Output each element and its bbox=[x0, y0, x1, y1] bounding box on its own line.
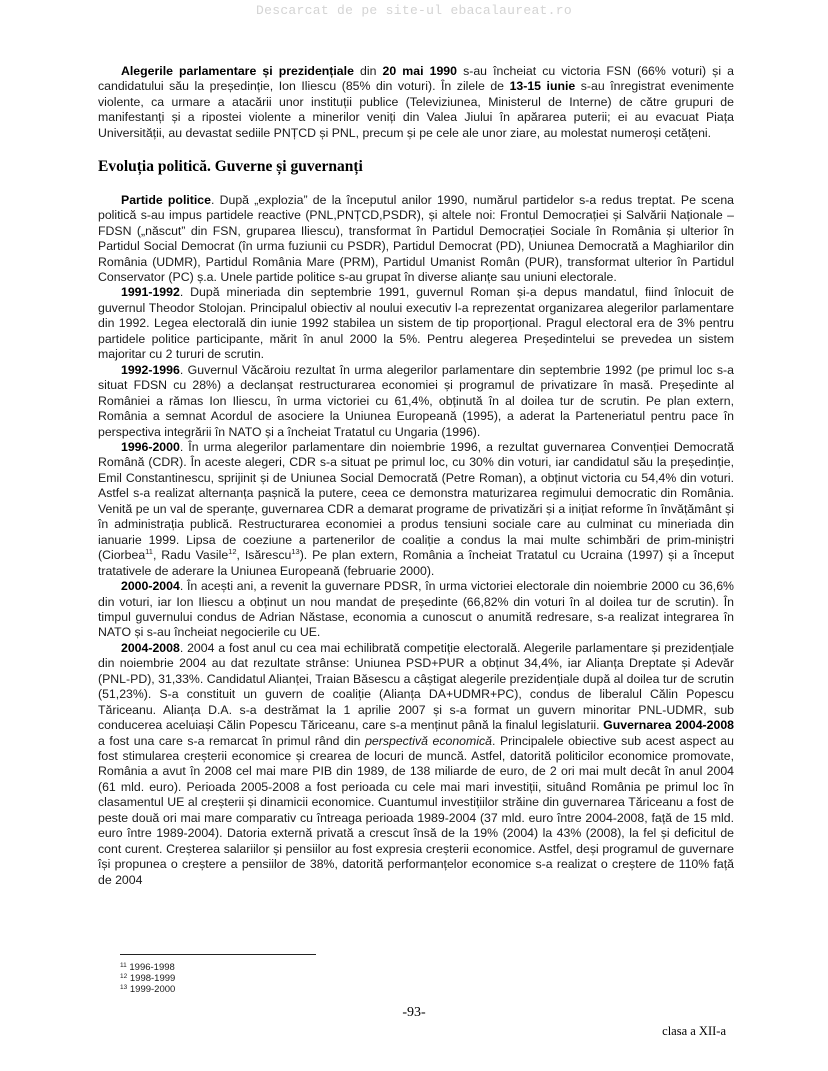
paragraph-1992-1996 bbox=[98, 363, 734, 440]
intro-date-2: 13-15 iunie bbox=[509, 79, 576, 94]
paragraph-lead: 1996-2000 bbox=[121, 439, 180, 454]
footnote-ref[interactable]: 13 bbox=[291, 547, 300, 557]
paragraph-text: . În acești ani, a revenit la guvernare PDSR, în urma victoriei electorale din noiembrie 2000 cu 36,6% din voturi, iar Ion Iliescu a obținut un nou mandat de președinte (66,82% din voturi în al doilea tur de scrutin). În timpul guvernului condus de Adrian Năstase, economia a cunoscut o anumită redresare, s-a realizat integrarea în NATO și s-au încheiat negocierile cu UE. bbox=[98, 579, 734, 640]
footnote-number: 11 bbox=[120, 962, 127, 969]
paragraph-text: . Principalele obiective sub acest aspect au fost stimularea creșterii economice și crearea de locuri de muncă. Astfel, datorită politicilor economice promovate, România a avut în 2008 cel mai mare PIB din 1989, de 138 miliarde de euro, de 2 ori mai mult decât în anul 2004 (61 mld. euro). Perioada 2005-2008 a fost perioada cu cele mai mari investiții, situând România pe primul loc în clasamentul UE al creșterii și dinamicii economice. Cuantumul investițiilor străine din guvernarea Tăriceanu a fost de peste două ori mai mare comparativ cu întreaga perioada 1989-2004 (37 mld. euro între 2004-2008, față de 15 mld. euro între 1989-2004). Datoria externă privată a crescut însă de la 19% (2004) la 43% (2008), la fel și deficitul de cont curent. Creșterea salariilor și pensiilor au fost expresia creșterii economice. Astfel, deși programul de guvernare își propunea o creștere a pensiilor de 38%, datorită performanțelor economice s-a realizat o creștere de 110% față de 2004 bbox=[98, 733, 734, 887]
paragraph-text: ). Pe plan extern, România a încheiat Tratatul cu Ucraina (1997) și a început tratativele de aderare la Uniunea Europeană (februarie 2000). bbox=[98, 548, 734, 578]
class-label: clasa a XII-a bbox=[662, 1024, 726, 1038]
footnote-item bbox=[120, 984, 175, 995]
paragraph-text: . 2004 a fost anul cu cea mai echilibrată competiție electorală. Alegerile parlamentare și prezidențiale din noiembrie 2004 au dat rezultate strânse: Uniunea PSD+PUR a obținut 34,4%, iar Alianța Dreptate și Adevăr (PNL-PD), 31,33%. Candidatul Alianței, Traian Băsescu a câștigat alegerile prezidențiale după al doilea tur de scrutin (51,23%). S-a constituit un guvern de coaliție (Alianța DA+UDMR+PC), condus de liberalul Călin Popescu Tăriceanu. Alianța D.A. s-a destrămat la 1 aprilie 2007 și s-a format un guvern minoritar PNL-UDMR, sub conducerea aceluiași Călin Popescu Tăriceanu, care s-a menținut până la finalul legislaturii. bbox=[98, 640, 734, 733]
paragraph-text: a fost una care s-a remarcat în primul rând din bbox=[98, 733, 366, 748]
intro-date: 20 mai 1990 bbox=[382, 64, 457, 78]
page-body bbox=[98, 64, 734, 888]
paragraph-text: . În urma alegerilor parlamentare din noiembrie 1996, a rezultat guvernarea Convenției Democrată Română (CDR). În aceste alegeri, CDR s-a situat pe primul loc, cu 30% din voturi, iar candidatul său la președinție, Emil Constantinescu, sprijinit și de Uniunea Social Democrată (Petre Roman), a obținut victoria cu 54,4% din voturi. Astfel s-a realizat alternanța pașnică la putere, ceea ce demonstra maturizarea regimului democratic din România. Venită pe un val de speranțe, guvernarea CDR a demarat programe de privatizări și a inițiat reforme în învățământ și în administrația publică. Restructurarea economiei a produs tensiuni sociale care au culminat cu mineriada din ianuarie 1999. Lipsa de coeziune a partenerilor de coaliție a condus la mai multe schimbări de prim-miniștri (Ciorbea bbox=[98, 439, 734, 563]
footnotes bbox=[120, 962, 175, 995]
intro-paragraph bbox=[98, 64, 734, 141]
paragraph-lead: Partide politice bbox=[121, 192, 211, 207]
page-number: -93- bbox=[402, 1005, 426, 1020]
paragraph-text: . După mineriada din septembrie 1991, guvernul Roman și-a depus mandatul, fiind înlocuit de guvernul Theodor Stolojan. Principalul obiectiv al noului executiv l-a reprezentat organizarea alegerilor parlamentare din 1992. Legea electorală din iunie 1992 stabilea un sistem de tip proporțional. Pragul electoral era de 3% pentru partidele politice participante, mărit în anul 2000 la 5%. Pentru alegerea Președintelui se prevedea un sistem majoritar cu 2 tururi de scrutin. bbox=[98, 285, 734, 362]
paragraph-text: . După „explozia” de la începutul anilor 1990, numărul partidelor s-a redus treptat. Pe scena politică s-au impus partidele reactive (PNL,PNȚCD,PSDR), și altele noi: Frontul Democrației și Salvării Naționale – FDSN („născut” din FSN, gruparea Iliescu), transformat în Partidul Democrației Sociale în România și ulterior în Partidul Social Democrat (în urma fuziunii cu PSDR), Partidul Democrat (PD), Uniunea Democrată a Maghiarilor din România (UDMR), Partidul România Mare (PRM), Partidul Umanist Român (PUR), transformat ulterior în Partidul Conservator (PC) ș.a. Unele partide politice s-au grupat în diverse alianțe sau uniuni electorale. bbox=[98, 192, 734, 284]
footnote-ref[interactable]: 11 bbox=[145, 547, 153, 557]
intro-text: din bbox=[353, 64, 383, 78]
footnote-ref[interactable]: 12 bbox=[228, 547, 237, 557]
paragraph-2004-2008 bbox=[98, 641, 734, 888]
footnote-item bbox=[120, 973, 175, 984]
footnote-text: 1996-1998 bbox=[126, 962, 175, 973]
emphasis-text: perspectivă economică bbox=[365, 733, 492, 748]
footnote-divider bbox=[120, 954, 316, 955]
paragraph-2000-2004 bbox=[98, 579, 734, 641]
paragraph-parties bbox=[98, 193, 734, 286]
section-title: Evoluția politică. Guverne și guvernanți bbox=[98, 158, 363, 176]
paragraph-lead: 2004-2008 bbox=[121, 640, 180, 655]
paragraph-lead: 2000-2004 bbox=[121, 579, 180, 594]
footnote-text: 1998-1999 bbox=[127, 973, 176, 984]
paragraph-1996-2000 bbox=[98, 440, 734, 579]
paragraph-text: . Guvernul Văcăroiu rezultat în urma alegerilor parlamentare din septembrie 1992 (pe primul loc s-a situat FDSN cu 28%) a declanșat restructurarea economiei și programul de privatizare în masă. Președinte al României a rămas Ion Iliescu, în urma victoriei cu 61,4%, obținută în al doilea tur de scrutin. Pe plan extern, România a semnat Acordul de asociere la Uniunea Europeană (1995), a aderat la Parteneriatul pentru pace în perspectiva integrării în NATO și a încheiat Tratatul cu Ungaria (1996). bbox=[98, 362, 734, 439]
intro-text: s-au înregistrat evenimente violente, ca urmare a atacării unor instituții publice (Televiziunea, Ministerul de Interne) de către grupuri de manifestanți și a ripostei violente a minerilor veniți din Valea Jiului în apărarea puterii; ei au evacuat Piața Universității, au devastat sediile PNȚCD și PNL, precum și pe cele ale unor ziare, au molestat numeroși cetățeni. bbox=[98, 79, 735, 140]
intro-text: s-au încheiat cu victoria FSN (66% voturi) și a candidatului său la președinție, Ion Iliescu (85% din voturi). În zilele de bbox=[98, 64, 734, 94]
footnote-item bbox=[120, 962, 175, 973]
footnote-text: 1999-2000 bbox=[127, 984, 176, 995]
footnote-number: 13 bbox=[120, 984, 128, 991]
watermark: Descarcat de pe site-ul ebacalaureat.ro bbox=[256, 3, 572, 18]
paragraph-lead-inline: Guvernarea 2004-2008 bbox=[603, 718, 734, 733]
paragraph-1991-1992 bbox=[98, 285, 734, 362]
paragraph-lead: 1991-1992 bbox=[121, 285, 180, 300]
intro-lead: Alegerile parlamentare și prezidențiale bbox=[121, 64, 354, 78]
paragraph-lead: 1992-1996 bbox=[121, 362, 180, 377]
paragraph-text: , Radu Vasile bbox=[152, 548, 229, 563]
paragraph-text: , Isărescu bbox=[236, 548, 292, 563]
footnote-number: 12 bbox=[120, 973, 128, 980]
